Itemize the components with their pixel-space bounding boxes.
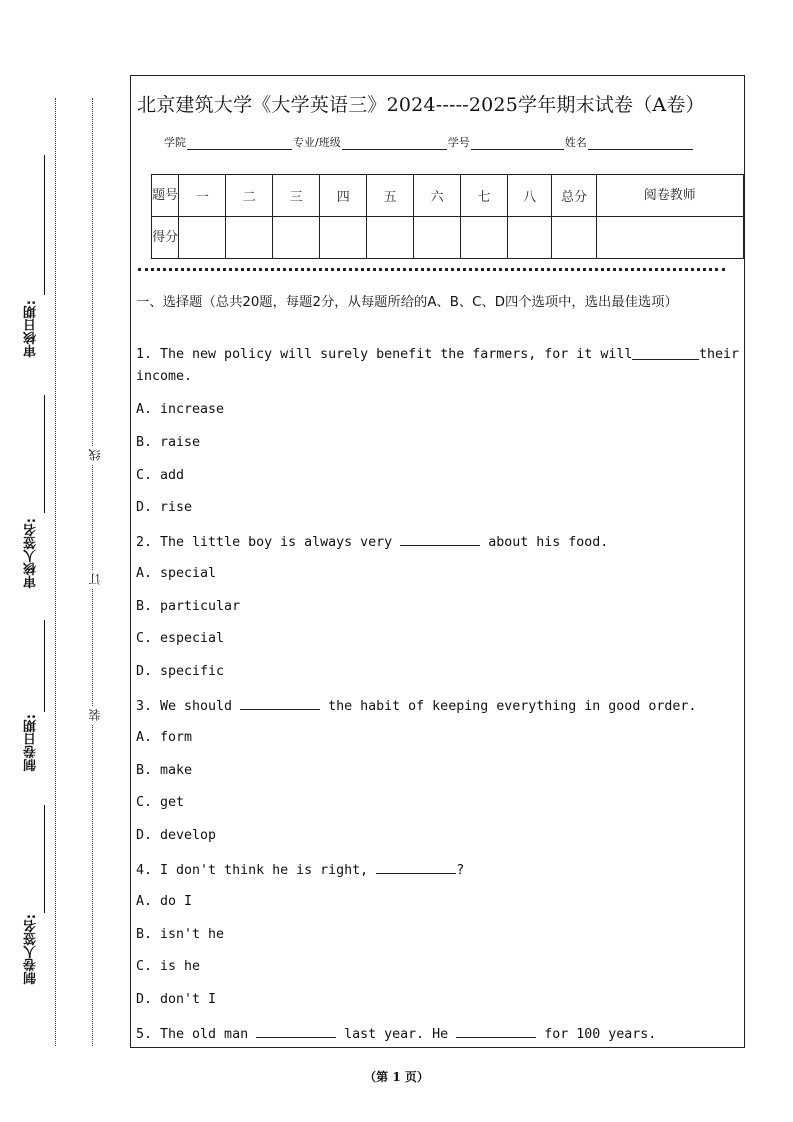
question-4-stem: 4. I don't think he is right, ? (136, 863, 465, 878)
major-field[interactable] (342, 137, 447, 150)
q3-option-c[interactable]: C. get (136, 795, 185, 810)
q4-option-b[interactable]: B. isn't he (136, 927, 225, 942)
score-cell[interactable] (461, 217, 508, 259)
answer-blank[interactable] (456, 1025, 536, 1038)
score-col-grader: 阅卷教师 (596, 175, 743, 217)
score-table-header-row (152, 175, 744, 217)
score-cell[interactable] (367, 217, 414, 259)
page-number: （第 1 页） (364, 1070, 429, 1084)
name-label: 姓名 (564, 136, 587, 149)
score-col-2: 二 (226, 175, 273, 217)
question-5-stem: 5. The old man last year. He for 100 years. (136, 1027, 657, 1042)
maker-sign-line (44, 805, 45, 913)
q1-option-b[interactable]: B. raise (136, 435, 201, 450)
score-cell[interactable] (596, 217, 743, 259)
score-cell[interactable] (508, 217, 552, 259)
question-3-stem: 3. We should the habit of keeping everything in good order. (136, 699, 697, 714)
score-col-7: 七 (461, 175, 508, 217)
review-date-label: 审核日期: (24, 300, 39, 358)
q1-option-c[interactable]: C. add (136, 468, 185, 483)
answer-blank[interactable] (400, 533, 480, 546)
answer-blank[interactable] (240, 697, 320, 710)
answer-blank[interactable] (632, 347, 699, 360)
reviewer-sign-label: 审核人签名: (24, 518, 39, 589)
q4-option-c[interactable]: C. is he (136, 959, 201, 974)
q3-option-a[interactable]: A. form (136, 730, 193, 745)
make-date-label: 制卷日期: (24, 714, 39, 772)
score-row1-label: 题号 (152, 175, 179, 217)
score-cell[interactable] (414, 217, 461, 259)
score-cell[interactable] (320, 217, 367, 259)
binding-char-line: 线 (86, 446, 103, 464)
college-field[interactable] (187, 137, 292, 150)
exam-title: 北京建筑大学《大学英语三》2024-----2025学年期末试卷（A卷） (137, 94, 705, 116)
score-col-6: 六 (414, 175, 461, 217)
score-col-4: 四 (320, 175, 367, 217)
q4-option-d[interactable]: D. don't I (136, 992, 217, 1007)
exam-frame (130, 75, 745, 1048)
score-table-score-row (152, 217, 744, 259)
major-label: 专业/班级 (293, 136, 341, 149)
score-cell[interactable] (179, 217, 226, 259)
college-label: 学院 (164, 136, 186, 149)
reviewer-sign-line (44, 395, 45, 513)
question-1-stem: 1. The new policy will surely benefit the farmers, for it will their (136, 347, 739, 362)
q3-option-d[interactable]: D. develop (136, 828, 217, 843)
binding-dotted-line-outer (55, 98, 56, 1046)
review-date-line (44, 155, 45, 295)
section-heading: 一、选择题（总共20题，每题2分，从每题所给的A、B、C、D四个选项中，选出最佳选项） (136, 295, 678, 310)
q2-option-c[interactable]: C. especial (136, 631, 225, 646)
q2-option-a[interactable]: A. special (136, 566, 217, 581)
student-id-label: 学号 (447, 136, 470, 149)
q1-option-d[interactable]: D. rise (136, 500, 193, 515)
score-col-5: 五 (367, 175, 414, 217)
score-col-total: 总分 (552, 175, 596, 217)
score-cell[interactable] (226, 217, 273, 259)
q3-option-b[interactable]: B. make (136, 763, 193, 778)
score-col-8: 八 (508, 175, 552, 217)
score-cell[interactable] (552, 217, 596, 259)
score-table (151, 174, 744, 259)
q2-option-b[interactable]: B. particular (136, 599, 241, 614)
answer-blank[interactable] (256, 1025, 336, 1038)
student-id-field[interactable] (471, 137, 564, 150)
q4-option-a[interactable]: A. do I (136, 894, 193, 909)
binding-char-staple: 订 (86, 570, 103, 588)
maker-sign-label: 制卷人签名: (24, 914, 39, 985)
score-col-3: 三 (273, 175, 320, 217)
make-date-line (44, 620, 45, 712)
score-col-1: 一 (179, 175, 226, 217)
q2-option-d[interactable]: D. specific (136, 664, 225, 679)
answer-blank[interactable] (376, 861, 456, 874)
question-2-stem: 2. The little boy is always very about his food. (136, 535, 609, 550)
student-info-row (164, 134, 694, 150)
separator-dotted (138, 268, 725, 271)
score-cell[interactable] (273, 217, 320, 259)
q1-option-a[interactable]: A. increase (136, 402, 225, 417)
binding-char-bind: 装 (86, 706, 103, 724)
question-1-stem-line2: income. (136, 369, 193, 384)
score-row2-label: 得分 (152, 217, 179, 259)
name-field[interactable] (588, 137, 693, 150)
